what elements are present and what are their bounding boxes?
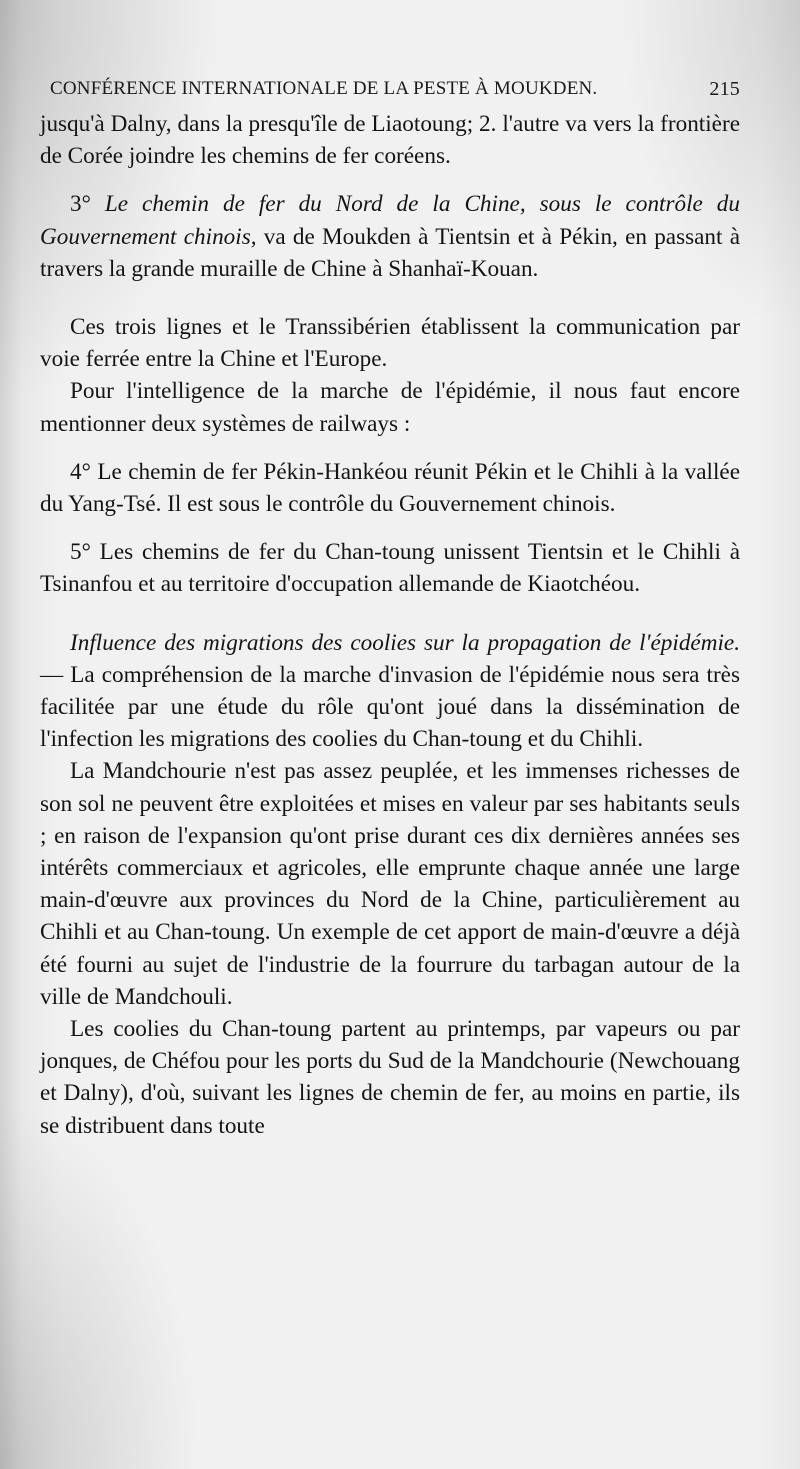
body-text: [40, 108, 740, 1142]
running-header: [50, 78, 740, 101]
railway-name-italic: Le chemin de fer du Nord de la Chine, sous le contrôle du Gouvernement chinois,: [40, 191, 740, 250]
section-heading-italic: Influence des migrations des coolies sur la propagation de l'épidémie.: [70, 629, 740, 656]
paragraph-coolies: Les coolies du Chan-toung partent au printemps, par vapeurs ou par jonques, de Chéfou pour les ports du Sud de la Mandchourie (Newchouang et Dalny), d'où, suivant les lignes de chemin de fer, au moins en partie, ils se distribuent dans toute: [40, 1016, 740, 1139]
paragraph-continuation: jusqu'à Dalny, dans la presqu'île de Liaotoung; 2. l'autre va vers la frontière de Corée joindre les chemins de fer coréens.: [40, 111, 740, 170]
paragraph-communication: Ces trois lignes et le Transsibérien établissent la communication par voie ferrée entre la Chine et l'Europe.: [40, 314, 740, 373]
page-number: 215: [709, 78, 740, 100]
paragraph-railway-4: 4° Le chemin de fer Pékin-Hankéou réunit Pékin et le Chihli à la vallée du Yang-Tsé. Il est sous le contrôle du Gouvernement chinois.: [40, 458, 740, 518]
section-body: — La compréhension de la marche d'invasion de l'épidémie nous sera très facilitée par une étude du rôle qu'ont joué dans la dissémination de l'infection les migrations des coolies du Chan-toung et du Chihli.: [40, 661, 740, 753]
paragraph-intelligence: Pour l'intelligence de la marche de l'épidémie, il nous faut encore mentionner deux systèmes de railways :: [40, 378, 740, 437]
paragraph-railway-5: 5° Les chemins de fer du Chan-toung unissent Tientsin et le Chihli à Tsinanfou et au territoire d'occupation allemande de Kiaotchéou.: [40, 539, 740, 598]
paragraph-mandchourie: La Mandchourie n'est pas assez peuplée, et les immenses richesses de son sol ne peuvent être exploitées et mises en valeur par ses habitants seuls ; en raison de l'expansion qu'ont prise durant ces dix dernières années ses intérêts commerciaux et agricoles, elle emprunte chaque année une large main-d'œuvre aux provinces du Nord de la Chine, particulièrement au Chihli et au Chan-toung. Un exemple de cet apport de main-d'œuvre a déjà été fourni au sujet de l'industrie de la fourrure du tarbagan autour de la ville de Mandchouli.: [40, 758, 740, 1010]
list-marker-3: 3°: [70, 191, 105, 218]
paragraph-influence: [40, 627, 740, 756]
running-title: CONFÉRENCE INTERNATIONALE DE LA PESTE À MOUKDEN.: [50, 78, 598, 99]
railway-description: va de Moukden à Tientsin et à Pékin, en passant à travers la grande muraille de Chine à Shanhaï-Kouan.: [40, 223, 741, 282]
paragraph-railway-3: [40, 188, 740, 285]
